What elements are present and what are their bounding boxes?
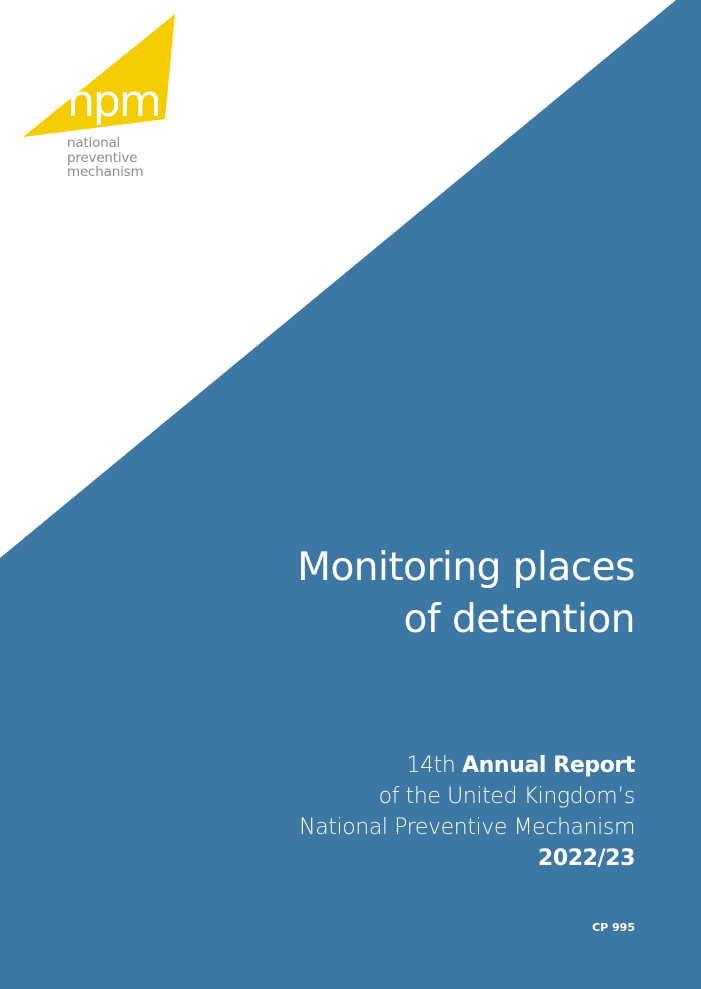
logo-line: national [67, 135, 121, 151]
title-line: of detention [403, 597, 635, 642]
logo-abbreviation: npm [67, 76, 160, 127]
report-subtitle [299, 750, 635, 874]
subtitle-line: National Preventive Mechanism [299, 815, 635, 840]
subtitle-line [299, 750, 635, 781]
report-year [299, 843, 635, 874]
ordinal: 14th [406, 753, 456, 778]
logo-line: preventive [67, 149, 138, 166]
command-paper-number: CP 995 [592, 921, 635, 934]
logo-wordmark [67, 136, 143, 180]
year: 2022/23 [537, 846, 635, 871]
logo-line: mechanism [67, 164, 144, 180]
report-type: Annual Report [462, 753, 635, 778]
report-title [297, 542, 635, 646]
subtitle-line: of the United Kingdom’s [378, 784, 635, 809]
title-line: Monitoring places [297, 545, 635, 590]
